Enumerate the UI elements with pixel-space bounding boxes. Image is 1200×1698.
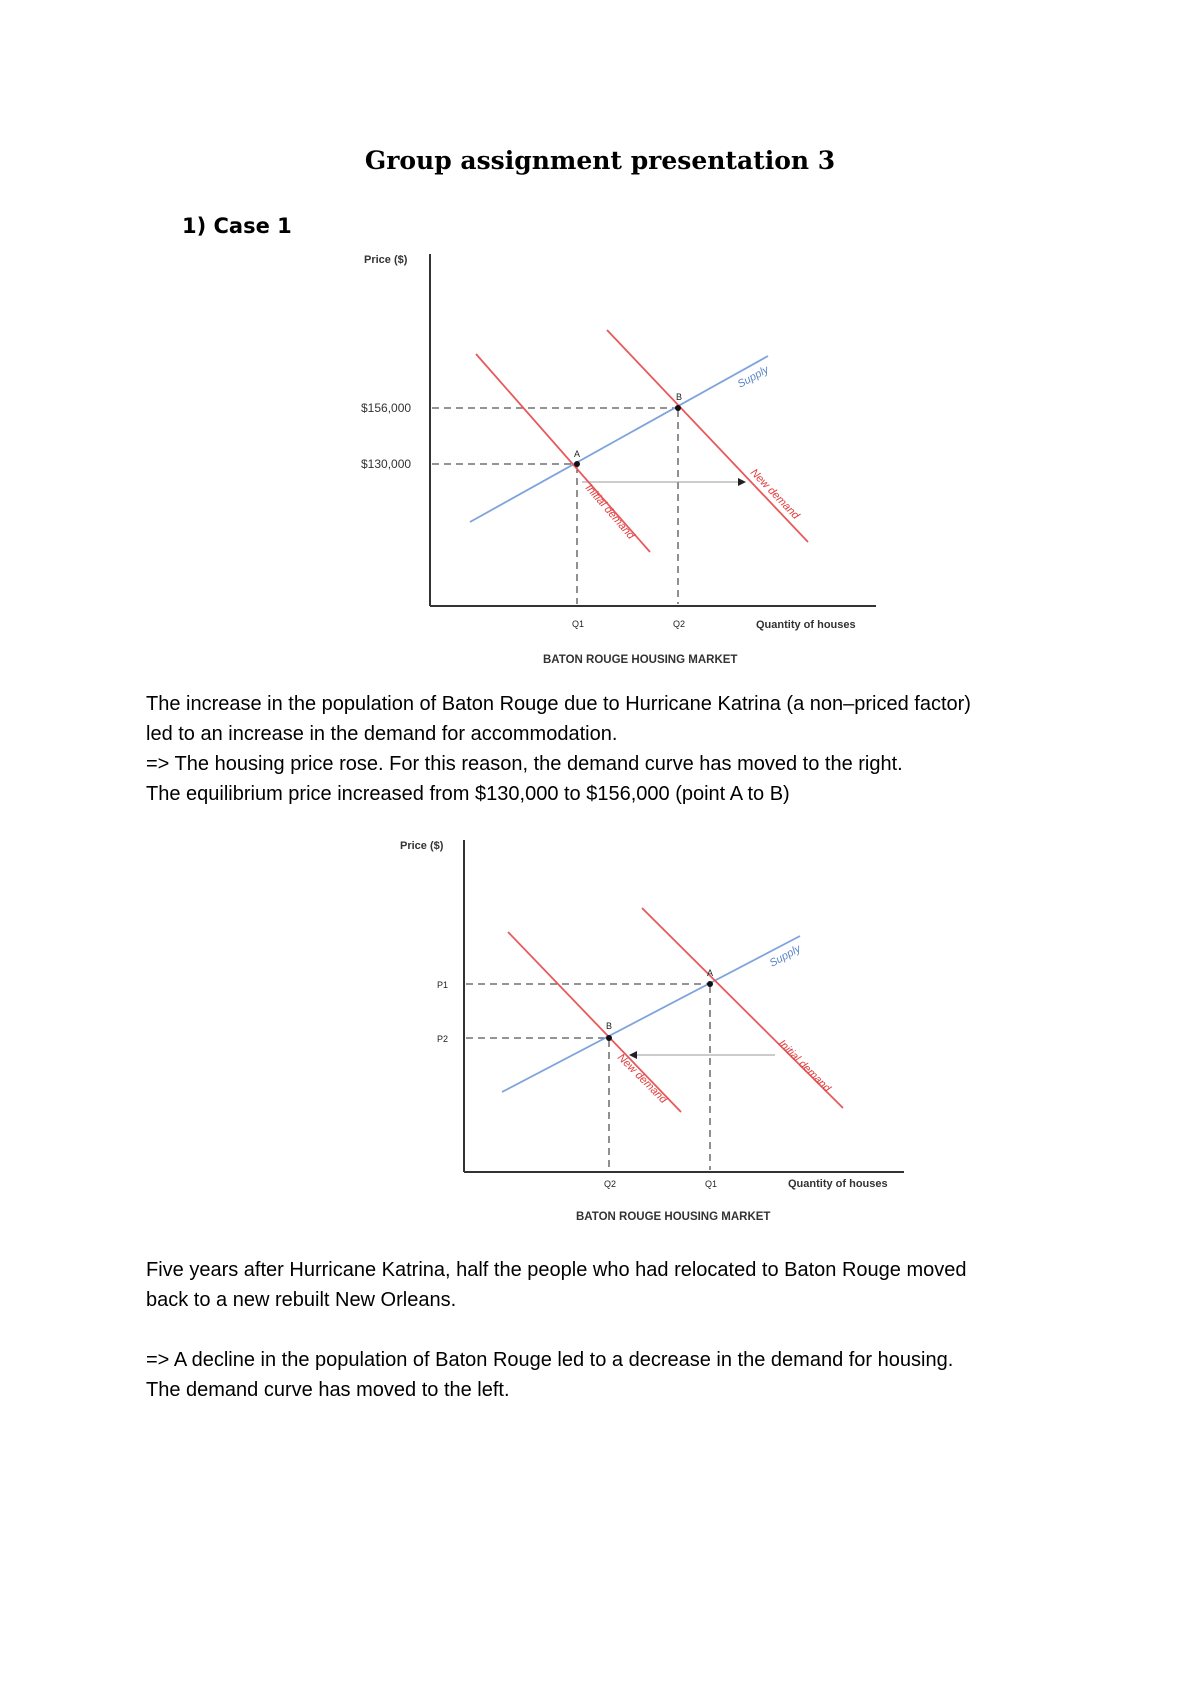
figure-2-demand-decrease [390,830,920,1230]
paragraph-1-line-4: The equilibrium price increased from $130,000 to $156,000 (point A to B) [146,783,790,805]
point-label-low: B [606,1021,613,1031]
price-tick-high: P1 [437,980,449,990]
price-tick-high: $156,000 [361,401,412,415]
point-label-high: B [676,392,683,402]
new-demand-curve [607,330,808,542]
equilibrium-point-low [606,1035,612,1041]
paragraph-3-line-2: The demand curve has moved to the left. [146,1379,510,1401]
supply-label: Supply [735,363,771,391]
supply-curve [502,936,800,1092]
y-axis-label: Price ($) [400,840,444,852]
paragraph-1-line-2: led to an increase in the demand for accommodation. [146,723,618,745]
paragraph-2-line-1: Five years after Hurricane Katrina, half the people who had relocated to Baton Rouge moved [146,1259,967,1281]
paragraph-3 [146,1345,1076,1405]
quantity-tick-left: Q1 [572,619,585,629]
price-tick-low: $130,000 [361,457,412,471]
figure-1-caption: BATON ROUGE HOUSING MARKET [543,654,738,666]
section-heading: 1) Case 1 [182,214,292,238]
paragraph-2-line-2: back to a new rebuilt New Orleans. [146,1289,457,1311]
left-demand-label: New demand [614,1051,670,1106]
supply-curve [470,356,768,522]
right-demand-label: Initial demand [775,1037,833,1095]
paragraph-1 [146,689,1076,809]
quantity-tick-right: Q2 [673,619,686,629]
y-axis-label: Price ($) [364,254,408,266]
paragraph-1-line-1: The increase in the population of Baton Rouge due to Hurricane Katrina (a non–priced factor) [146,693,971,715]
price-tick-low: P2 [437,1034,449,1044]
equilibrium-point-high [675,405,681,411]
supply-label: Supply [767,942,803,970]
paragraph-2 [146,1255,1076,1315]
paragraph-3-line-1: => A decline in the population of Baton Rouge led to a decrease in the demand for housing. [146,1349,954,1371]
document-title: Group assignment presentation 3 [364,146,836,175]
quantity-tick-right: Q1 [705,1179,718,1189]
x-axis-label: Quantity of houses [756,619,856,631]
equilibrium-point-high [707,981,713,987]
point-label-low: A [574,449,581,459]
equilibrium-point-low [574,461,580,467]
figure-2-caption: BATON ROUGE HOUSING MARKET [576,1211,771,1223]
figure-1-demand-increase [340,238,900,668]
right-demand-label: New demand [747,466,802,522]
point-label-high: A [707,968,714,978]
quantity-tick-left: Q2 [604,1179,617,1189]
left-demand-label: Initial demand [582,482,637,542]
x-axis-label: Quantity of houses [788,1178,888,1190]
paragraph-1-line-3: => The housing price rose. For this reason, the demand curve has moved to the right. [146,753,903,775]
